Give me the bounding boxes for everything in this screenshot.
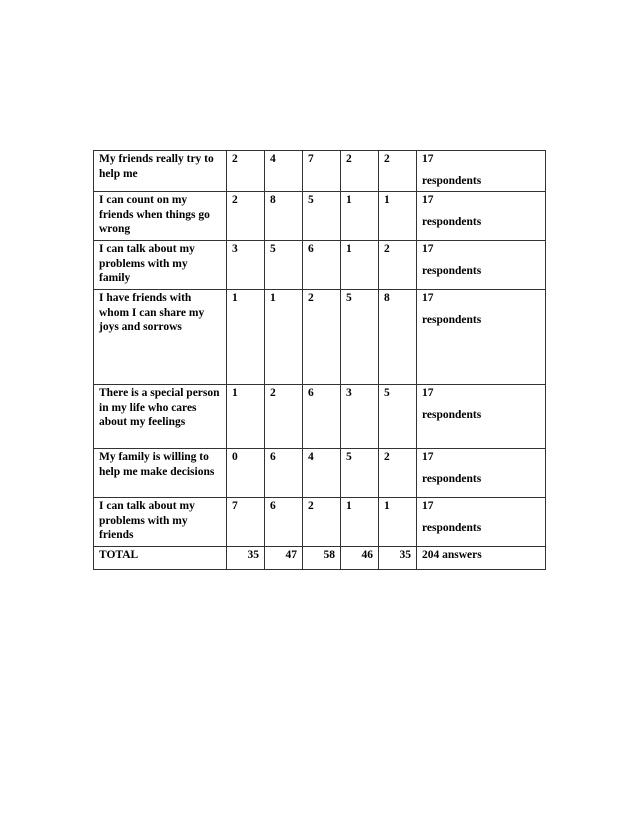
value-cell: 2 — [265, 385, 303, 449]
respondent-unit: respondents — [422, 408, 482, 421]
respondent-count: 17 — [422, 387, 434, 399]
value-cell: 3 — [341, 385, 379, 449]
value-cell: 2 — [341, 151, 379, 192]
value-cell: 6 — [265, 498, 303, 547]
total-answers: 204 answers — [417, 547, 546, 570]
value-cell: 1 — [227, 385, 265, 449]
respondent-unit: respondents — [422, 521, 482, 534]
value-cell: 7 — [303, 151, 341, 192]
value-cell: 1 — [379, 192, 417, 241]
value-cell: 2 — [379, 449, 417, 498]
value-cell: 7 — [227, 498, 265, 547]
table-row — [94, 192, 546, 241]
respondent-count: 17 — [422, 194, 434, 206]
statement-cell: I can talk about my problems with my family — [94, 241, 227, 290]
value-cell: 5 — [341, 290, 379, 385]
value-cell: 5 — [379, 385, 417, 449]
value-cell: 6 — [303, 385, 341, 449]
value-cell: 2 — [379, 241, 417, 290]
respondent-count: 17 — [422, 153, 434, 165]
value-cell: 1 — [379, 498, 417, 547]
respondent-unit: respondents — [422, 215, 482, 228]
respondents-cell — [417, 151, 546, 192]
table-row — [94, 498, 546, 547]
value-cell: 5 — [303, 192, 341, 241]
value-cell: 1 — [341, 192, 379, 241]
table-row — [94, 241, 546, 290]
total-value-cell: 35 — [379, 547, 417, 570]
table-row — [94, 385, 546, 449]
respondents-cell — [417, 498, 546, 547]
value-cell: 1 — [341, 241, 379, 290]
total-row — [94, 547, 546, 570]
value-cell: 2 — [303, 290, 341, 385]
value-cell: 1 — [341, 498, 379, 547]
respondent-unit: respondents — [422, 313, 482, 326]
statement-cell: There is a special person in my life who cares about my feelings — [94, 385, 227, 449]
respondents-cell — [417, 290, 546, 385]
total-value-cell: 46 — [341, 547, 379, 570]
total-value-cell: 47 — [265, 547, 303, 570]
value-cell: 3 — [227, 241, 265, 290]
respondent-unit: respondents — [422, 264, 482, 277]
value-cell: 1 — [265, 290, 303, 385]
table-row — [94, 151, 546, 192]
respondents-cell — [417, 385, 546, 449]
table-row — [94, 290, 546, 385]
value-cell: 5 — [265, 241, 303, 290]
value-cell: 2 — [379, 151, 417, 192]
value-cell: 4 — [303, 449, 341, 498]
respondents-cell — [417, 241, 546, 290]
respondent-unit: respondents — [422, 472, 482, 485]
value-cell: 8 — [265, 192, 303, 241]
value-cell: 2 — [227, 192, 265, 241]
table-row — [94, 449, 546, 498]
value-cell: 2 — [303, 498, 341, 547]
value-cell: 5 — [341, 449, 379, 498]
respondent-count: 17 — [422, 451, 434, 463]
respondents-cell — [417, 449, 546, 498]
respondent-unit: respondents — [422, 174, 482, 187]
total-label: TOTAL — [94, 547, 227, 570]
respondent-count: 17 — [422, 243, 434, 255]
statement-cell: I can talk about my problems with my friends — [94, 498, 227, 547]
respondent-count: 17 — [422, 500, 434, 512]
statement-cell: I have friends with whom I can share my joys and sorrows — [94, 290, 227, 385]
total-value-cell: 35 — [227, 547, 265, 570]
survey-results-table — [93, 150, 546, 570]
statement-cell: My friends really try to help me — [94, 151, 227, 192]
value-cell: 6 — [265, 449, 303, 498]
value-cell: 1 — [227, 290, 265, 385]
value-cell: 6 — [303, 241, 341, 290]
value-cell: 8 — [379, 290, 417, 385]
total-value-cell: 58 — [303, 547, 341, 570]
value-cell: 4 — [265, 151, 303, 192]
respondents-cell — [417, 192, 546, 241]
statement-cell: My family is willing to help me make decisions — [94, 449, 227, 498]
value-cell: 2 — [227, 151, 265, 192]
respondent-count: 17 — [422, 292, 434, 304]
value-cell: 0 — [227, 449, 265, 498]
statement-cell: I can count on my friends when things go wrong — [94, 192, 227, 241]
